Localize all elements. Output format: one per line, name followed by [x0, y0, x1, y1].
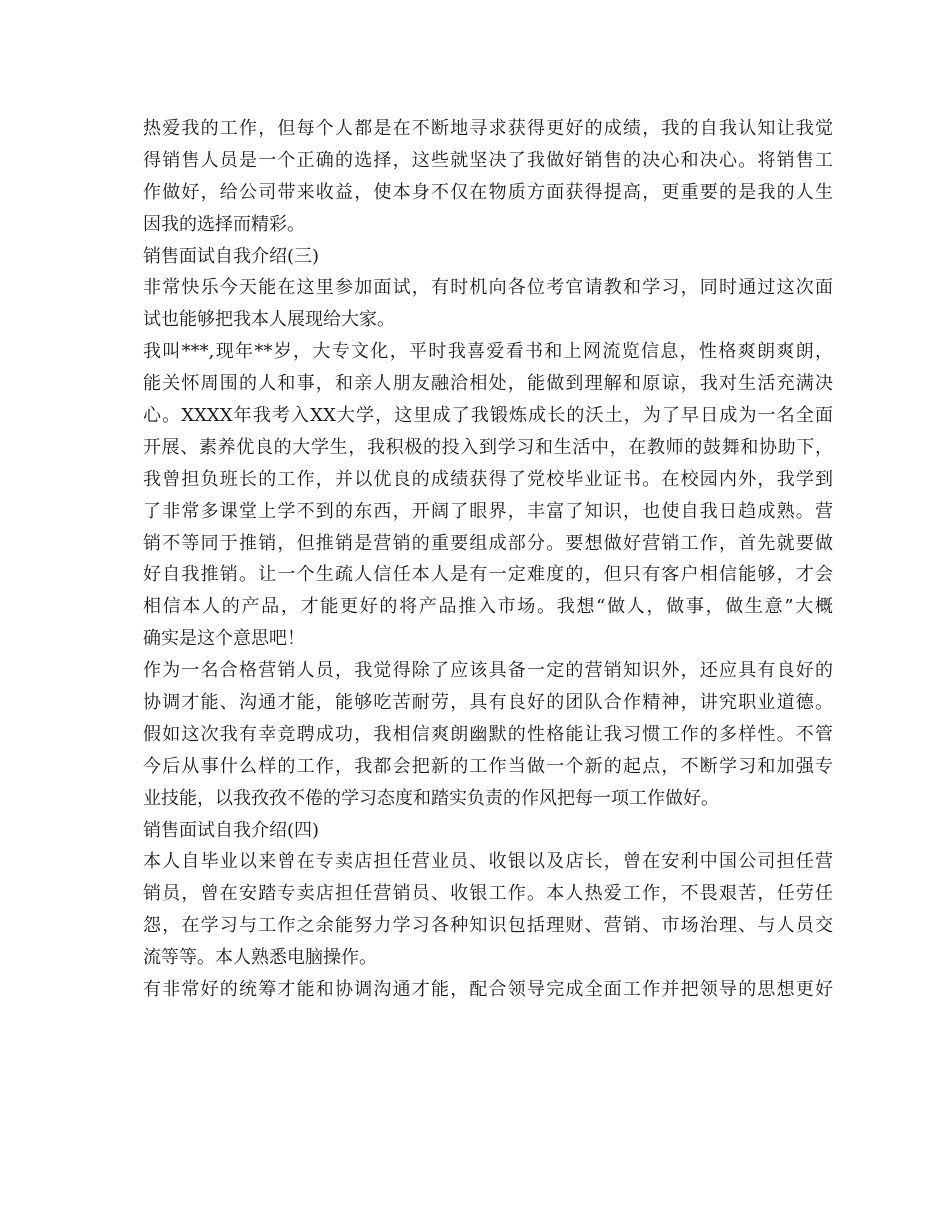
text-line: 本人自毕业以来曾在专卖店担任营业员、收银以及店长，曾在安利中国公司担任营	[143, 851, 833, 873]
text-line: 业技能，以我孜孜不倦的学习态度和踏实负责的作风把每一项工作做好。	[143, 787, 719, 809]
text-line: 非常快乐今天能在这里参加面试，有时机向各位考官请教和学习，同时通过这次面	[143, 277, 833, 299]
text-line: 我曾担负班长的工作，并以优良的成绩获得了党校毕业证书。在校园内外，我学到	[143, 468, 833, 490]
text-line: 流等等。本人熟悉电脑操作。	[143, 947, 377, 969]
text-line: 协调才能、沟通才能，能够吃苦耐劳，具有良好的团队合作精神，讲究职业道德。	[143, 692, 833, 714]
text-line: 作为一名合格营销人员，我觉得除了应该具备一定的营销知识外，还应具有良好的	[143, 660, 833, 682]
text-line: 能关怀周围的人和事，和亲人朋友融洽相处，能做到理解和原谅，我对生活充满决	[143, 373, 833, 395]
text-line: 今后从事什么样的工作，我都会把新的工作当做一个新的起点，不断学习和加强专	[143, 755, 833, 777]
document-body	[143, 113, 833, 1006]
text-line: 销员，曾在安踏专卖店担任营销员、收银工作。本人热爱工作，不畏艰苦，任劳任	[143, 883, 833, 905]
text-line: 有非常好的统筹才能和协调沟通才能，配合领导完成全面工作并把领导的思想更好	[143, 979, 833, 1001]
text-line: 销不等同于推销，但推销是营销的重要组成部分。要想做好营销工作，首先就要做	[143, 532, 833, 554]
text-line: 确实是这个意思吧！	[143, 628, 305, 650]
text-line: 热爱我的工作，但每个人都是在不断地寻求获得更好的成绩，我的自我认知让我觉	[143, 118, 833, 139]
text-line: 因我的选择而精彩。	[143, 213, 305, 235]
text-line: 销售面试自我介绍(四)	[143, 819, 320, 841]
text-line: 心。XXXX年我考入XX大学，这里成了我锻炼成长的沃土，为了早日成为一名全面	[143, 405, 833, 427]
text-line: 试也能够把我本人展现给大家。	[143, 309, 395, 331]
text-line: 得销售人员是一个正确的选择，这些就坚决了我做好销售的决心和决心。将销售工	[143, 149, 833, 171]
text-line: 了非常多课堂上学不到的东西，开阔了眼界，丰富了知识，也使自我日趋成熟。营	[143, 500, 833, 522]
text-line: 假如这次我有幸竞聘成功，我相信爽朗幽默的性格能让我习惯工作的多样性。不管	[143, 723, 833, 745]
text-line: 怨，在学习与工作之余能努力学习各种知识包括理财、营销、市场治理、与人员交	[143, 915, 833, 937]
text-line: 销售面试自我介绍(三)	[143, 245, 320, 267]
text-line: 开展、素养优良的大学生，我积极的投入到学习和生活中，在教师的鼓舞和协助下，	[143, 436, 833, 458]
text-line: 我叫***,现年**岁，大专文化，平时我喜爱看书和上网流览信息，性格爽朗爽朗，	[143, 341, 833, 363]
text-line: 作做好，给公司带来收益，使本身不仅在物质方面获得提高，更重要的是我的人生	[143, 181, 833, 203]
text-line: 相信本人的产品，才能更好的将产品推入市场。我想“做人，做事，做生意”大概	[143, 596, 833, 618]
text-line: 好自我推销。让一个生疏人信任本人是有一定难度的，但只有客户相信能够，才会	[143, 564, 833, 586]
